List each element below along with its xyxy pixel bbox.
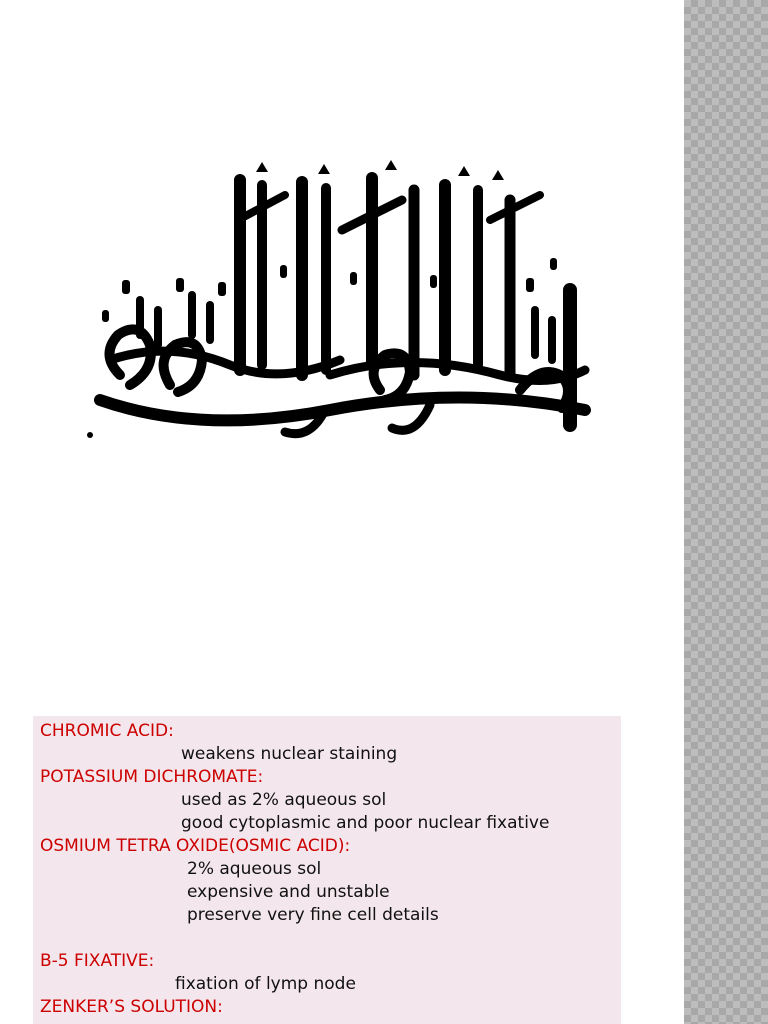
blank-line: [40, 927, 615, 950]
heading-b5-fixative: B-5 FIXATIVE:: [40, 951, 155, 971]
calligraphy-icon: [80, 160, 596, 450]
decorative-side-strip: [684, 0, 768, 1024]
heading-potassium-dichromate: POTASSIUM DICHROMATE:: [40, 767, 264, 787]
potassium-dichromate-item: used as 2% aqueous sol: [181, 790, 387, 810]
b5-fixative-item: fixation of lymp node: [175, 974, 356, 994]
chromic-acid-item: weakens nuclear staining: [181, 744, 398, 764]
heading-zenkers-solution: ZENKER’S SOLUTION:: [40, 997, 223, 1017]
osmium-tetra-oxide-item: expensive and unstable: [187, 882, 390, 902]
potassium-dichromate-item: good cytoplasmic and poor nuclear fixative: [181, 813, 550, 833]
heading-chromic-acid: CHROMIC ACID:: [40, 721, 174, 741]
heading-osmium-tetra-oxide: OSMIUM TETRA OXIDE(OSMIC ACID):: [40, 836, 351, 856]
fixatives-text-box: [33, 716, 621, 1024]
osmium-tetra-oxide-item: preserve very fine cell details: [187, 905, 439, 925]
bismillah-calligraphy-image: [80, 160, 596, 450]
osmium-tetra-oxide-item: 2% aqueous sol: [187, 859, 322, 879]
